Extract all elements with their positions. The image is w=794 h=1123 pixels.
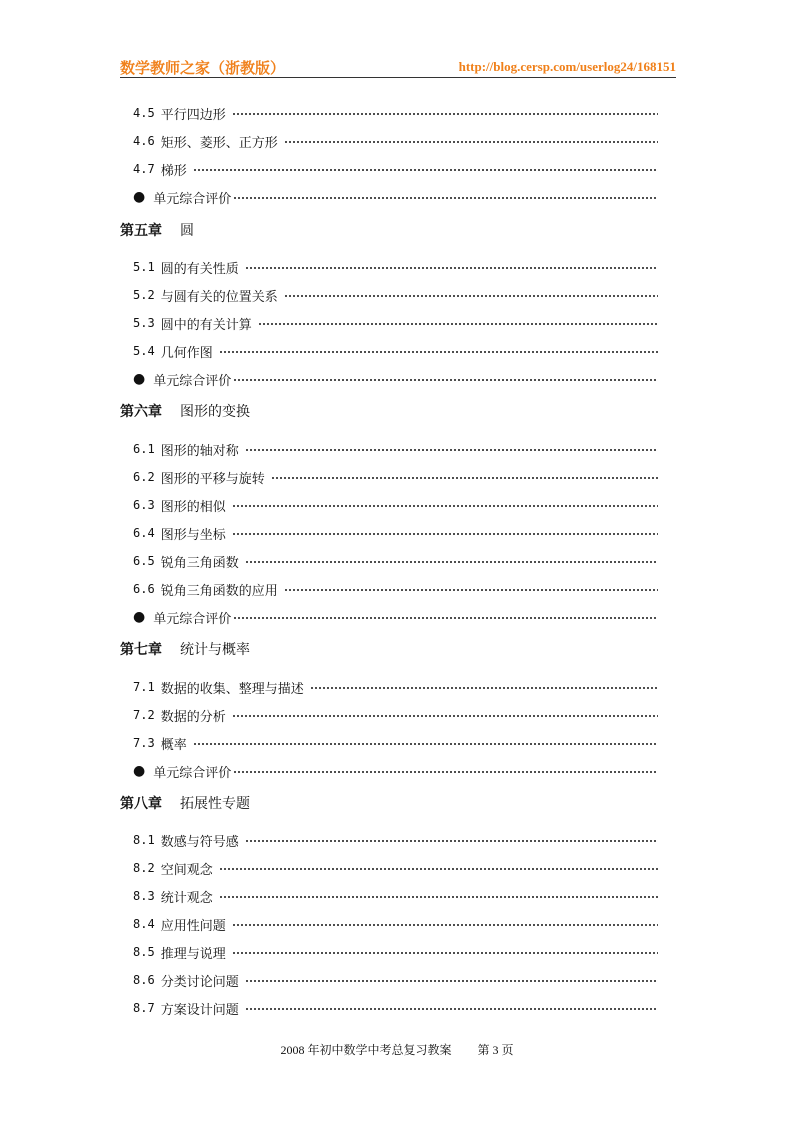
chapter-title: 圆 [180, 223, 194, 239]
entry-title: 方案设计问题 [160, 1002, 239, 1018]
toc-entry-8-1[interactable] [133, 830, 658, 850]
bullet-icon: ● [133, 189, 146, 205]
dot-leader [284, 588, 658, 592]
entry-number: 8.1 [133, 833, 155, 847]
header-url[interactable]: http://blog.cersp.com/userlog24/168151 [458, 59, 676, 74]
toc-entry-6-2[interactable] [133, 467, 658, 487]
toc-entry-6-6[interactable] [133, 579, 658, 599]
entry-title: 几何作图 [160, 345, 213, 361]
dot-leader [233, 378, 658, 382]
dot-leader [232, 714, 658, 718]
entry-title: 空间观念 [160, 862, 213, 878]
page-footer [0, 1041, 794, 1058]
entry-number: 6.1 [133, 442, 155, 456]
entry-number: 8.7 [133, 1001, 155, 1015]
dot-leader [284, 140, 658, 144]
dot-leader [232, 951, 658, 955]
dot-leader [245, 979, 658, 983]
dot-leader [245, 1007, 658, 1011]
toc-entry-8-5[interactable] [133, 942, 658, 962]
entry-title: 单元综合评价 [153, 191, 232, 207]
bullet-icon: ● [133, 763, 146, 779]
toc-entry-5-2[interactable] [133, 285, 658, 305]
toc-entry-5-3[interactable] [133, 313, 658, 333]
dot-leader [245, 839, 658, 843]
entry-number: 6.4 [133, 526, 155, 540]
toc-entry-6-4[interactable] [133, 523, 658, 543]
bullet-icon: ● [133, 609, 146, 625]
entry-title: 数据的收集、整理与描述 [160, 681, 304, 697]
entry-number: 7.3 [133, 736, 155, 750]
dot-leader [232, 923, 658, 927]
entry-title: 单元综合评价 [153, 373, 232, 389]
chapter-heading-8[interactable] [120, 792, 250, 814]
entry-number: 8.3 [133, 889, 155, 903]
entry-number: 4.5 [133, 106, 155, 120]
toc-entry-4-6[interactable] [133, 131, 658, 151]
entry-title: 图形的轴对称 [160, 443, 239, 459]
entry-title: 梯形 [160, 163, 187, 179]
entry-title: 圆中的有关计算 [160, 317, 252, 333]
toc-entry-8-7[interactable] [133, 998, 658, 1018]
toc-entry-unit-review-4[interactable] [133, 187, 658, 207]
entry-title: 图形与坐标 [160, 527, 226, 543]
entry-title: 平行四边形 [160, 107, 226, 123]
dot-leader [193, 742, 658, 746]
entry-number: 6.6 [133, 582, 155, 596]
entry-title: 数据的分析 [160, 709, 226, 725]
entry-title: 圆的有关性质 [160, 261, 239, 277]
entry-title: 矩形、菱形、正方形 [160, 135, 278, 151]
toc-entry-8-6[interactable] [133, 970, 658, 990]
dot-leader [245, 448, 658, 452]
entry-number: 6.5 [133, 554, 155, 568]
chapter-number: 第六章 [120, 404, 162, 420]
toc-entry-5-1[interactable] [133, 257, 658, 277]
toc-entry-4-5[interactable] [133, 103, 658, 123]
dot-leader [245, 560, 658, 564]
toc-entry-4-7[interactable] [133, 159, 658, 179]
entry-number: 7.2 [133, 708, 155, 722]
dot-leader [271, 476, 658, 480]
entry-number: 7.1 [133, 680, 155, 694]
chapter-heading-6[interactable] [120, 400, 250, 422]
entry-number: 8.6 [133, 973, 155, 987]
dot-leader [245, 266, 658, 270]
toc-entry-5-4[interactable] [133, 341, 658, 361]
dot-leader [233, 770, 658, 774]
footer-document-title: 2008 年初中数学中考总复习教案 [280, 1043, 452, 1057]
entry-title: 锐角三角函数 [160, 555, 239, 571]
page-header [120, 55, 676, 78]
dot-leader [232, 112, 658, 116]
dot-leader [284, 294, 658, 298]
dot-leader [193, 168, 658, 172]
entry-title: 分类讨论问题 [160, 974, 239, 990]
dot-leader [219, 867, 658, 871]
entry-number: 5.1 [133, 260, 155, 274]
toc-entry-8-3[interactable] [133, 886, 658, 906]
toc-entry-7-2[interactable] [133, 705, 658, 725]
entry-title: 图形的相似 [160, 499, 226, 515]
toc-entry-6-1[interactable] [133, 439, 658, 459]
bullet-icon: ● [133, 371, 146, 387]
dot-leader [310, 686, 658, 690]
chapter-title: 拓展性专题 [180, 796, 250, 812]
toc-entry-unit-review-7[interactable] [133, 761, 658, 781]
entry-number: 8.5 [133, 945, 155, 959]
header-site-title: 数学教师之家（浙教版） [120, 59, 286, 77]
entry-number: 8.2 [133, 861, 155, 875]
toc-entry-8-2[interactable] [133, 858, 658, 878]
chapter-number: 第八章 [120, 796, 162, 812]
entry-title: 应用性问题 [160, 918, 226, 934]
toc-entry-7-3[interactable] [133, 733, 658, 753]
toc-entry-7-1[interactable] [133, 677, 658, 697]
entry-title: 推理与说理 [160, 946, 226, 962]
dot-leader [233, 196, 658, 200]
chapter-heading-7[interactable] [120, 638, 250, 660]
entry-title: 统计观念 [160, 890, 213, 906]
dot-leader [258, 322, 658, 326]
dot-leader [232, 532, 658, 536]
chapter-title: 图形的变换 [180, 404, 250, 420]
toc-entry-6-3[interactable] [133, 495, 658, 515]
chapter-number: 第七章 [120, 642, 162, 658]
entry-number: 6.3 [133, 498, 155, 512]
chapter-title: 统计与概率 [180, 642, 250, 658]
entry-number: 5.4 [133, 344, 155, 358]
entry-title: 单元综合评价 [153, 611, 232, 627]
chapter-number: 第五章 [120, 223, 162, 239]
toc-entry-6-5[interactable] [133, 551, 658, 571]
dot-leader [219, 895, 658, 899]
entry-number: 8.4 [133, 917, 155, 931]
entry-title: 单元综合评价 [153, 765, 232, 781]
toc-entry-8-4[interactable] [133, 914, 658, 934]
entry-title: 图形的平移与旋转 [160, 471, 265, 487]
entry-number: 4.6 [133, 134, 155, 148]
footer-page-number: 第 3 页 [477, 1043, 514, 1057]
entry-number: 5.3 [133, 316, 155, 330]
entry-title: 与圆有关的位置关系 [160, 289, 278, 305]
entry-title: 概率 [160, 737, 187, 753]
entry-title: 数感与符号感 [160, 834, 239, 850]
entry-number: 5.2 [133, 288, 155, 302]
dot-leader [232, 504, 658, 508]
toc-entry-unit-review-5[interactable] [133, 369, 658, 389]
dot-leader [219, 350, 658, 354]
chapter-heading-5[interactable] [120, 219, 194, 241]
entry-number: 4.7 [133, 162, 155, 176]
dot-leader [233, 616, 658, 620]
toc-entry-unit-review-6[interactable] [133, 607, 658, 627]
entry-number: 6.2 [133, 470, 155, 484]
entry-title: 锐角三角函数的应用 [160, 583, 278, 599]
